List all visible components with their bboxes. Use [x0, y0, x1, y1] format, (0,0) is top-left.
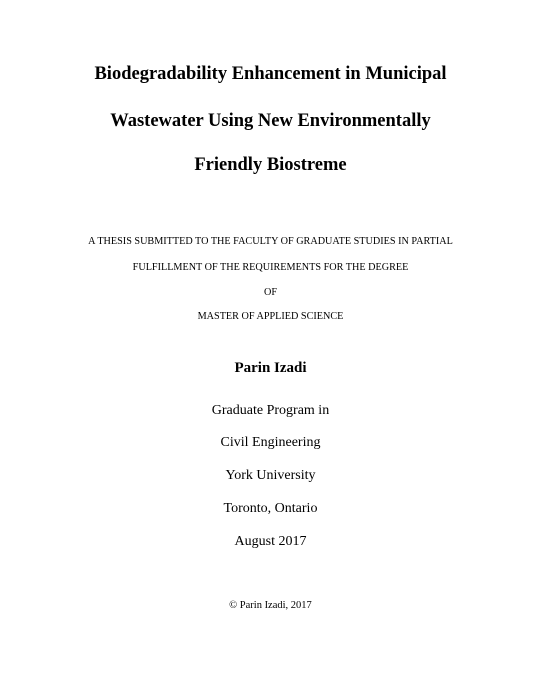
- degree-name: MASTER OF APPLIED SCIENCE: [197, 311, 344, 322]
- title-line-3: Friendly Biostreme: [194, 155, 347, 175]
- title-line-2: Wastewater Using New Environmentally: [110, 111, 431, 131]
- submission-line-3: OF: [263, 287, 278, 298]
- author-name: Parin Izadi: [234, 360, 307, 376]
- submission-line-2: FULFILLMENT OF THE REQUIREMENTS FOR THE DEGREE: [132, 262, 409, 273]
- department-line: Civil Engineering: [220, 435, 321, 450]
- program-line: Graduate Program in: [211, 403, 330, 418]
- university-line: York University: [225, 468, 316, 483]
- submission-line-1: A THESIS SUBMITTED TO THE FACULTY OF GRADUATE STUDIES IN PARTIAL: [88, 236, 453, 247]
- date-line: August 2017: [234, 534, 307, 549]
- location-line: Toronto, Ontario: [223, 501, 318, 516]
- title-line-1: Biodegradability Enhancement in Municipal: [94, 64, 447, 84]
- copyright-notice: © Parin Izadi, 2017: [229, 600, 312, 611]
